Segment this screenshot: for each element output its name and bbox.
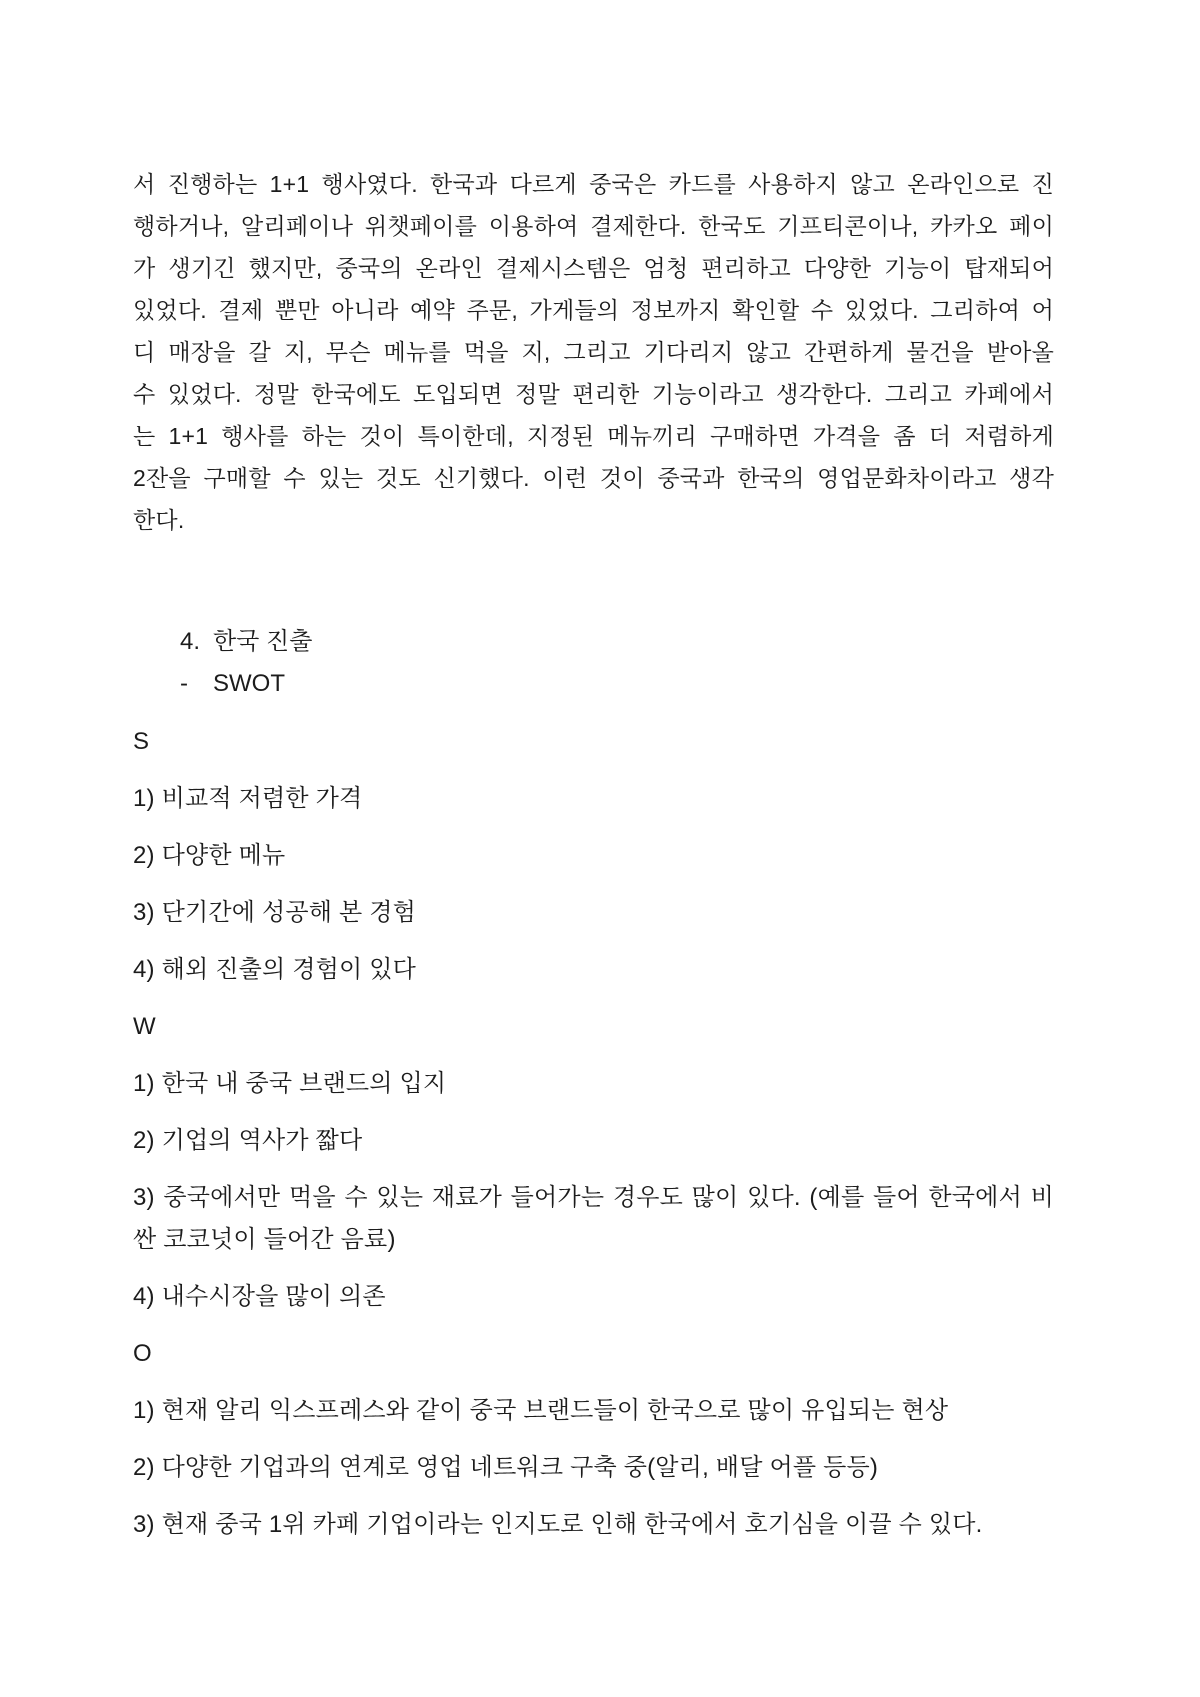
paragraph-line-5: 디 매장을 갈 지, 무슨 메뉴를 먹을 지, 그리고 기다리지 않고 간편하게 물건을 받아올: [133, 339, 1054, 365]
swot-s-item-4-text: 4) 해외 진출의 경험이 있다: [133, 956, 417, 983]
paragraph-line-1: 서 진행하는 1+1 행사였다. 한국과 다르게 중국은 카드를 사용하지 않고 온라인으로 진: [133, 171, 1054, 197]
swot-o-item-3-text: 3) 현재 중국 1위 카페 기업이라는 인지도로 인해 한국에서 호기심을 이끌 수 있다.: [133, 1511, 983, 1538]
swot-o-item-1: [133, 1390, 1054, 1432]
swot-w-item-3-line-1: 3) 중국에서만 먹을 수 있는 재료가 들어가는 경우도 많이 있다. (예를 들어 한국에서 비: [133, 1184, 1054, 1211]
section-subtitle: SWOT: [213, 670, 285, 697]
paragraph-line-2: 행하거나, 알리페이나 위챗페이를 이용하여 결제한다. 한국도 기프티콘이나, 카카오 페이: [133, 213, 1054, 239]
dash-bullet: -: [180, 670, 188, 697]
swot-s-item-2: [133, 835, 1054, 877]
swot-s-item-1-text: 1) 비교적 저렴한 가격: [133, 785, 363, 812]
swot-w-item-3-line-2: 싼 코코넛이 들어간 음료): [133, 1226, 396, 1253]
swot-opportunities-label: O: [133, 1340, 152, 1367]
swot-o-item-2: [133, 1447, 1054, 1489]
swot-o-item-3: [133, 1504, 1054, 1546]
paragraph-line-8: 2잔을 구매할 수 있는 것도 신기했다. 이런 것이 중국과 한국의 영업문화차이라고 생각: [133, 465, 1054, 491]
swot-s-item-1: [133, 778, 1054, 820]
paragraph-line-9: 한다.: [133, 507, 185, 533]
swot-s-item-2-text: 2) 다양한 메뉴: [133, 842, 286, 869]
section-heading-line: [133, 621, 1054, 663]
swot-s-item-3: [133, 892, 1054, 934]
swot-s-item-4: [133, 949, 1054, 991]
section-subheading-line: [133, 663, 1054, 705]
swot-strengths-label: S: [133, 728, 150, 755]
paragraph-line-6: 수 있었다. 정말 한국에도 도입되면 정말 편리한 기능이라고 생각한다. 그리고 카페에서: [133, 381, 1054, 407]
page-content: [133, 163, 1054, 1561]
paragraph-line-3: 가 생기긴 했지만, 중국의 온라인 결제시스템은 엄청 편리하고 다양한 기능이 탑재되어: [133, 255, 1054, 281]
paragraph-line-4: 있었다. 결제 뿐만 아니라 예약 주문, 가게들의 정보까지 확인할 수 있었다. 그리하여 어: [133, 297, 1054, 323]
swot-analysis: [133, 721, 1054, 1546]
body-paragraph: [133, 163, 1054, 541]
swot-weaknesses-label: W: [133, 1013, 156, 1040]
swot-w-item-1-text: 1) 한국 내 중국 브랜드의 입지: [133, 1070, 447, 1097]
section-title: 한국 진출: [213, 628, 313, 655]
swot-w-item-2-text: 2) 기업의 역사가 짧다: [133, 1127, 363, 1154]
paragraph-line-7: 는 1+1 행사를 하는 것이 특이한데, 지정된 메뉴끼리 구매하면 가격을 좀 더 저렴하게: [133, 423, 1054, 449]
section-number: 4.: [180, 628, 201, 655]
swot-w-item-4: [133, 1276, 1054, 1318]
swot-o-item-1-text: 1) 현재 알리 익스프레스와 같이 중국 브랜드들이 한국으로 많이 유입되는 현상: [133, 1397, 949, 1424]
section-heading: [133, 621, 1054, 705]
swot-w-item-2: [133, 1120, 1054, 1162]
swot-w-item-1: [133, 1063, 1054, 1105]
swot-w-item-3: [133, 1177, 1054, 1261]
swot-o-item-2-text: 2) 다양한 기업과의 연계로 영업 네트워크 구축 중(알리, 배달 어플 등등): [133, 1454, 879, 1481]
swot-w-item-4-text: 4) 내수시장을 많이 의존: [133, 1283, 386, 1310]
swot-s-item-3-text: 3) 단기간에 성공해 본 경험: [133, 899, 417, 926]
